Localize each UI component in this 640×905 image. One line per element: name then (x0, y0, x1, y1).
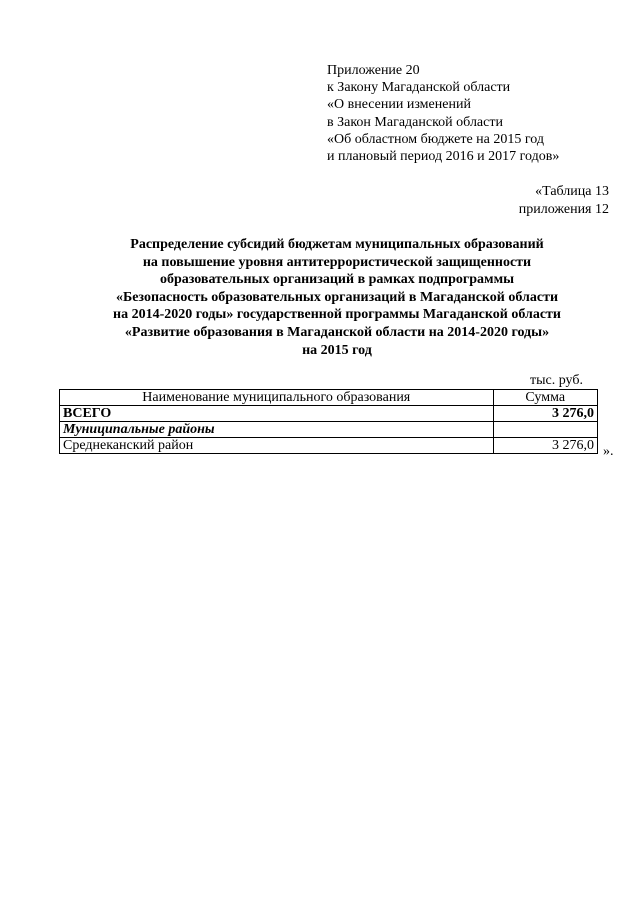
section-sum (493, 422, 597, 438)
title-line: на повышение уровня антитеррористической защищенности (142, 254, 532, 270)
table-reference-line: «Таблица 13 (535, 184, 609, 199)
table-total-row (60, 406, 598, 422)
total-sum: 3 276,0 (493, 406, 597, 422)
appendix-line: и плановый период 2016 и 2017 годов» (327, 149, 560, 165)
header-name: Наименование муниципального образования (60, 390, 494, 406)
units-label: тыс. руб. (530, 373, 583, 388)
table-section-row (60, 422, 598, 438)
title-line: «Безопасность образовательных организаций в Магаданской области (115, 289, 559, 305)
table-reference (519, 183, 609, 218)
total-name: ВСЕГО (60, 406, 494, 422)
appendix-reference (327, 62, 559, 165)
appendix-line: в Закон Магаданской области (327, 114, 503, 130)
title-line: образовательных организаций в рамках подпрограммы (159, 272, 515, 288)
appendix-line: Приложение 20 (327, 63, 420, 78)
appendix-line: к Закону Магаданской области (327, 80, 511, 96)
title-line: Распределение субсидий бюджетам муниципальных образований (130, 237, 544, 252)
appendix-line: «Об областном бюджете на 2015 год (327, 131, 544, 147)
row-sum: 3 276,0 (493, 438, 597, 454)
title-line: на 2014-2020 годы» государственной программы Магаданской области (113, 307, 561, 323)
table-reference-line: приложения 12 (518, 201, 609, 217)
title-line: на 2015 год (302, 342, 372, 358)
closing-quote: ». (603, 444, 614, 459)
section-name: Муниципальные районы (60, 422, 494, 438)
title-line: «Развитие образования в Магаданской области на 2014-2020 годы» (124, 324, 550, 340)
table-row (60, 438, 598, 454)
subsidy-table (59, 389, 598, 454)
header-sum: Сумма (493, 390, 597, 406)
document-title (40, 236, 634, 359)
table-header-row (60, 390, 598, 406)
row-name: Среднеканский район (60, 438, 494, 454)
appendix-line: «О внесении изменений (327, 97, 471, 113)
